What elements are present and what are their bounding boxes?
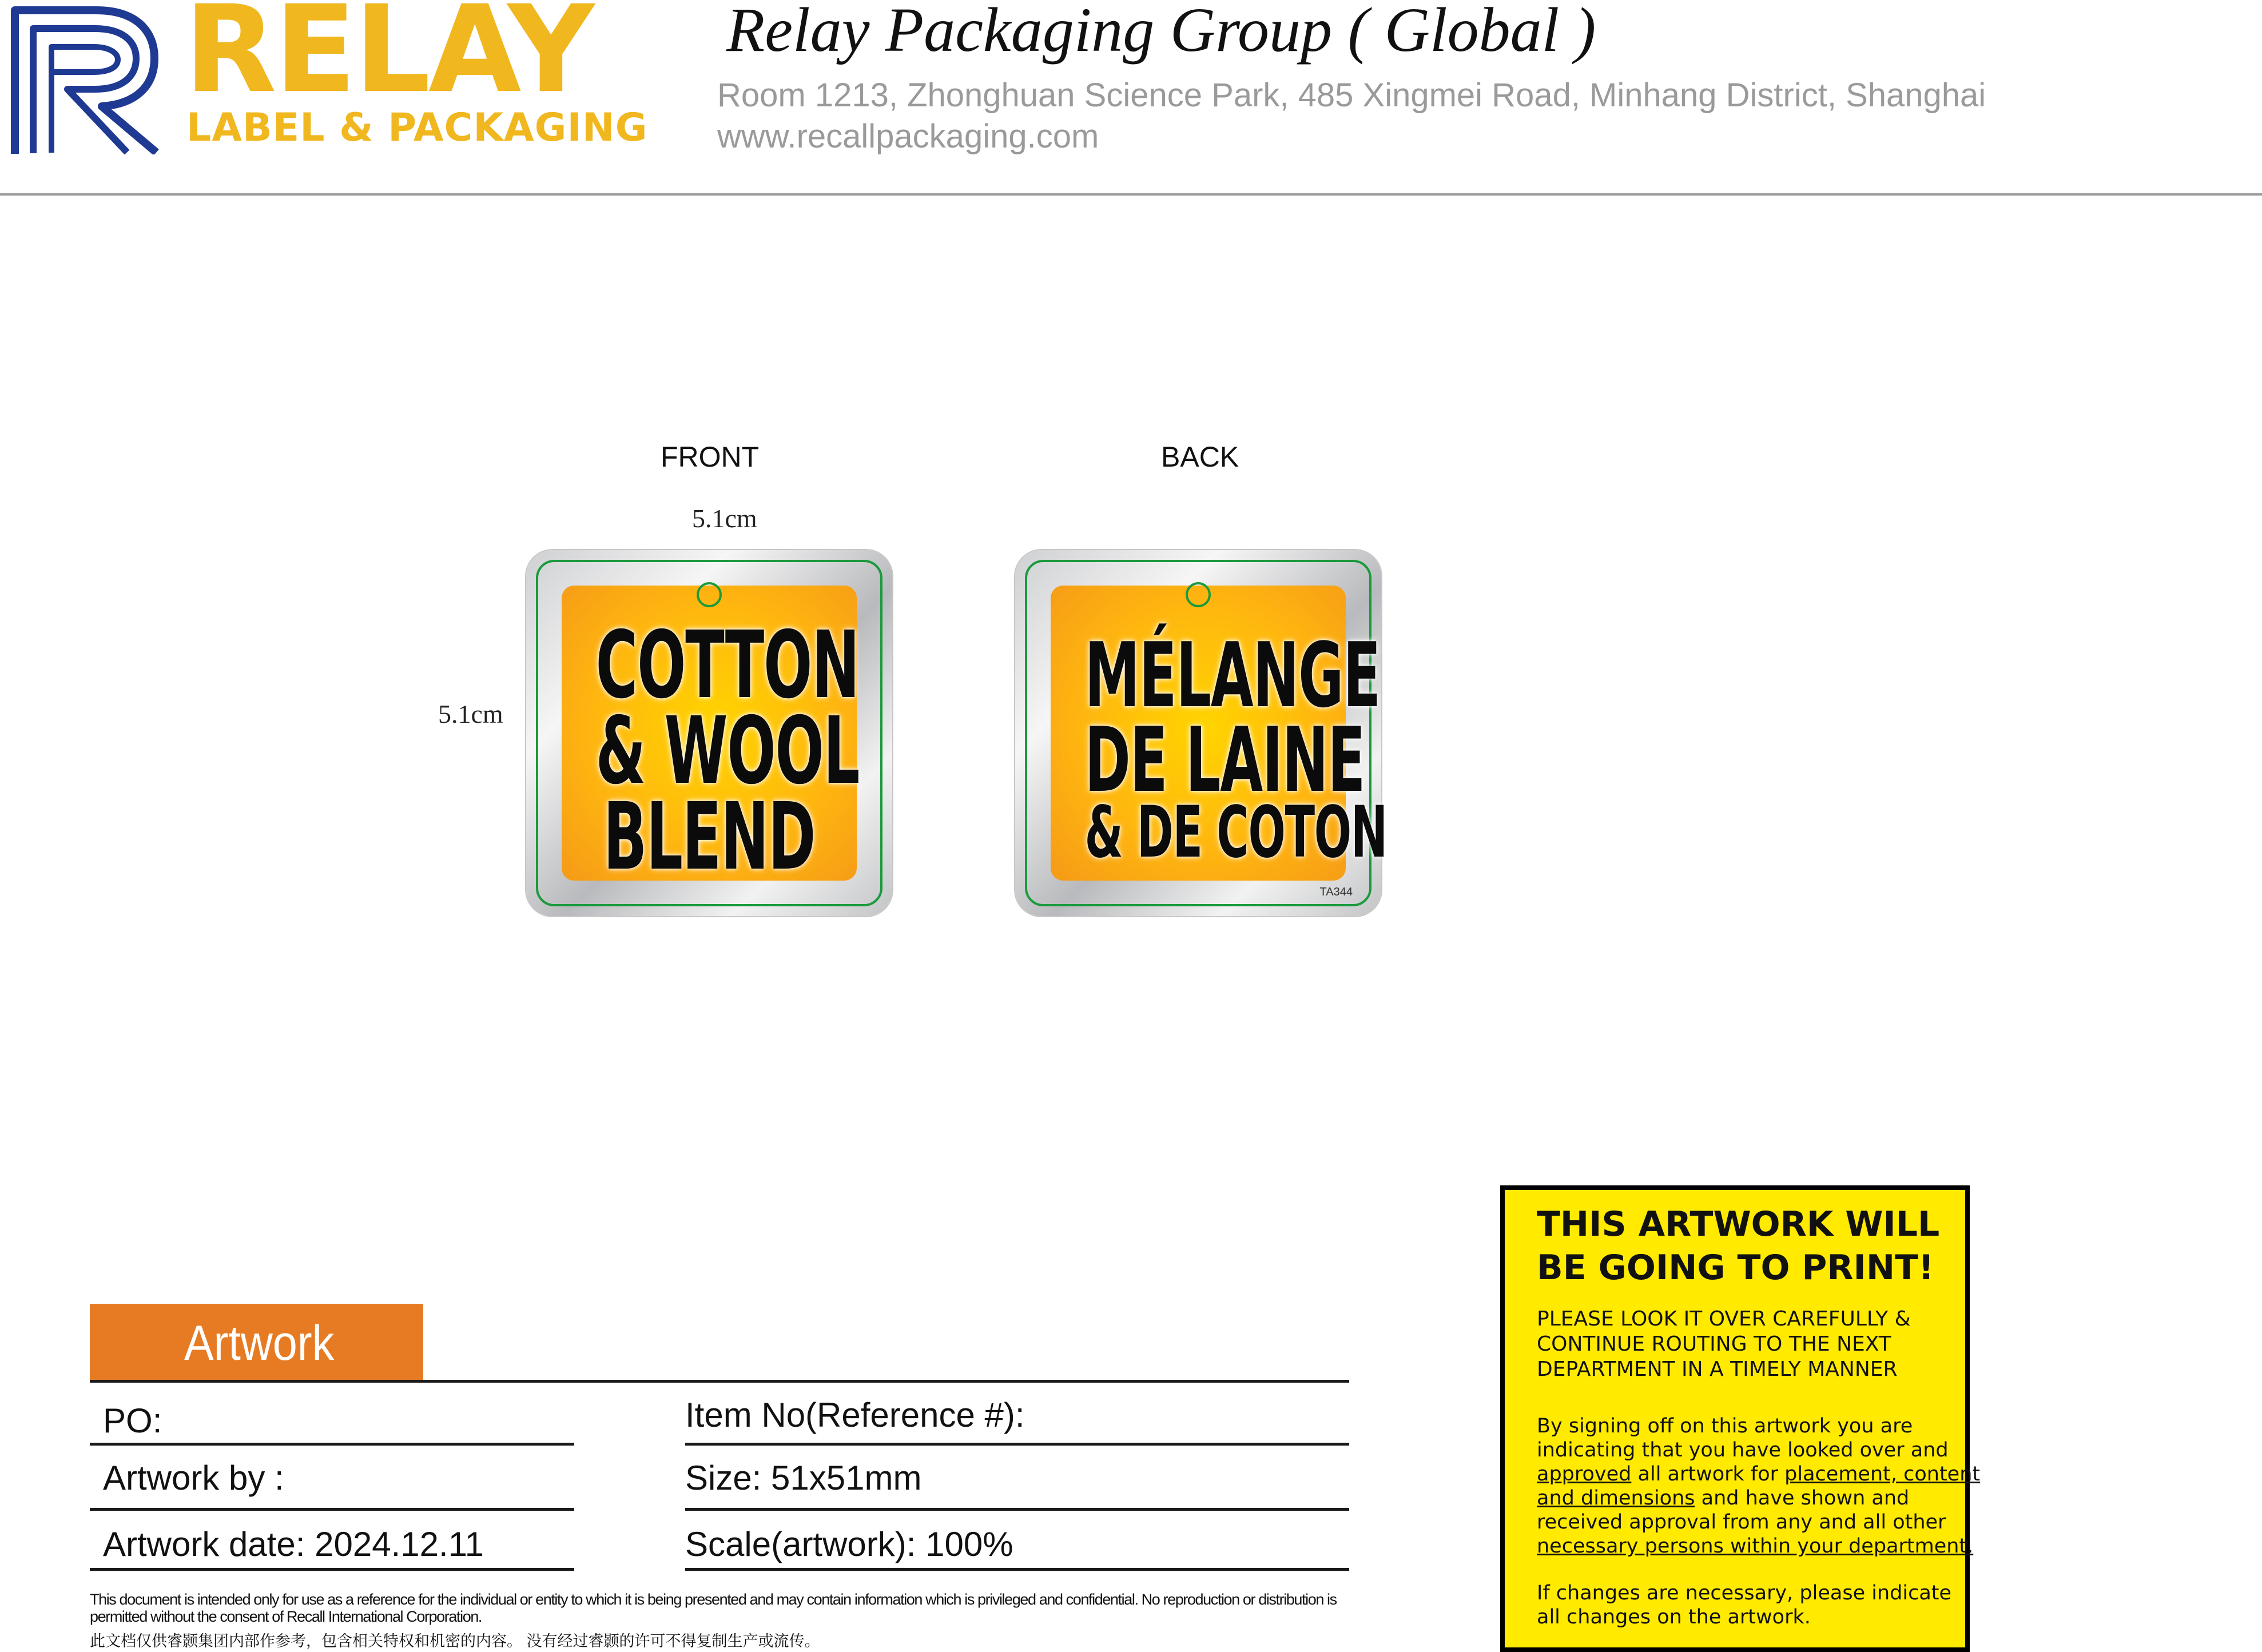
back-title: BACK bbox=[1161, 441, 1239, 473]
brand-tagline: LABEL & PACKAGING bbox=[186, 105, 648, 150]
artwork-tab bbox=[90, 1304, 423, 1380]
notice-line: By signing off on this artwork you are bbox=[1537, 1415, 1913, 1438]
notice-line: If changes are necessary, please indicate bbox=[1537, 1582, 1952, 1605]
notice-text: all artwork for bbox=[1631, 1463, 1785, 1486]
field-rule bbox=[90, 1508, 574, 1511]
front-tag bbox=[526, 550, 892, 916]
notice-line: DEPARTMENT IN A TIMELY MANNER bbox=[1537, 1358, 1898, 1381]
size-field: Size: 51x51mm bbox=[685, 1459, 922, 1497]
hang-hole-icon bbox=[1186, 582, 1211, 607]
brand-name: RELAY bbox=[184, 0, 593, 120]
notice-line: necessary persons within your department. bbox=[1537, 1535, 1974, 1558]
company-website: www.recallpackaging.com bbox=[717, 118, 1099, 155]
height-dimension: 5.1cm bbox=[438, 699, 503, 729]
notice-text: and have shown and bbox=[1695, 1487, 1910, 1510]
front-line-2: & WOOL bbox=[595, 698, 860, 805]
notice-heading bbox=[1537, 1203, 1939, 1289]
po-field: PO: bbox=[103, 1402, 162, 1440]
underlined-text: placement, content bbox=[1784, 1463, 1981, 1486]
notice-heading-line-2: BE GOING TO PRINT! bbox=[1537, 1248, 1934, 1288]
artwork-date-field: Artwork date: 2024.12.11 bbox=[103, 1525, 484, 1563]
notice-line: received approval from any and all other bbox=[1537, 1511, 1946, 1534]
width-dimension: 5.1cm bbox=[692, 504, 757, 533]
scale-field: Scale(artwork): 100% bbox=[685, 1525, 1013, 1563]
notice-instructions bbox=[1537, 1307, 1911, 1382]
front-line-3: BLEND bbox=[603, 783, 816, 891]
company-address: Room 1213, Zhonghuan Science Park, 485 Xingmei Road, Minhang District, Shanghai bbox=[717, 77, 1986, 114]
field-rule bbox=[90, 1443, 574, 1446]
front-title: FRONT bbox=[661, 441, 760, 473]
notice-line: indicating that you have looked over and bbox=[1537, 1439, 1949, 1462]
company-name: Relay Packaging Group ( Global ) bbox=[726, 0, 1596, 65]
field-rule bbox=[685, 1443, 1349, 1446]
artwork-by-field: Artwork by : bbox=[103, 1459, 284, 1497]
field-rule bbox=[685, 1568, 1349, 1571]
disclaimer-chinese: 此文档仅供睿颢集团内部作参考，包含相关特权和机密的内容。 没有经过睿颢的许可不得复制生产或流传。 bbox=[90, 1633, 820, 1650]
disclaimer-english: This document is intended only for use as a reference for the individual or entity to which it is being presented and may contain information which is privileged and confidential. No reproduction or distribution is permitted without the consent of Recall International Corporation. bbox=[90, 1591, 1337, 1625]
header-divider bbox=[0, 193, 2262, 196]
notice-line bbox=[1537, 1462, 1980, 1486]
notice-line: CONTINUE ROUTING TO THE NEXT bbox=[1537, 1332, 1891, 1356]
back-line-3: & DE COTON bbox=[1084, 791, 1388, 874]
print-notice-box bbox=[1500, 1185, 1981, 1652]
r-logo-icon bbox=[10, 6, 160, 154]
notice-heading-line-1: THIS ARTWORK WILL bbox=[1537, 1204, 1940, 1244]
item-no-field: Item No(Reference #): bbox=[685, 1396, 1025, 1434]
underlined-text: and dimensions bbox=[1537, 1487, 1695, 1510]
notice-signoff bbox=[1537, 1414, 1980, 1558]
notice-line: PLEASE LOOK IT OVER CAREFULLY & bbox=[1537, 1307, 1911, 1331]
field-rule bbox=[685, 1508, 1349, 1511]
front-line-1: COTTON bbox=[595, 612, 860, 719]
field-rule bbox=[90, 1568, 574, 1571]
back-line-2: DE LAINE bbox=[1084, 708, 1365, 812]
artwork-tab-label: Artwork bbox=[184, 1316, 335, 1371]
back-line-1: MÉLANGE bbox=[1084, 623, 1381, 727]
notice-changes bbox=[1537, 1581, 1951, 1629]
back-tag bbox=[1015, 550, 1388, 916]
underlined-text: approved bbox=[1537, 1463, 1632, 1486]
notice-line bbox=[1537, 1486, 1980, 1510]
tag-code: TA344 bbox=[1319, 886, 1353, 898]
artwork-top-rule bbox=[90, 1380, 1349, 1383]
hang-hole-icon bbox=[697, 582, 722, 607]
notice-line: all changes on the artwork. bbox=[1537, 1606, 1811, 1629]
